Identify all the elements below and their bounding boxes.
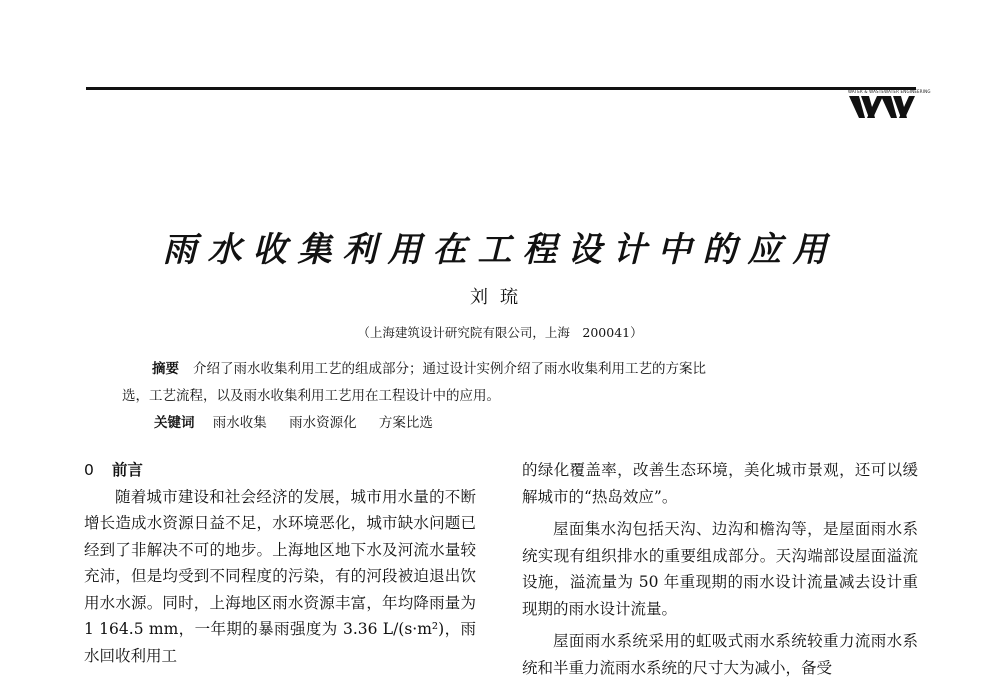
section-heading [84, 457, 476, 484]
paper-title: 雨水收集利用在工程设计中的应用 [162, 230, 838, 270]
section-number: 0 [84, 461, 94, 479]
keyword-item: 雨水收集 [212, 415, 267, 431]
left-column [84, 457, 476, 675]
body-paragraph: 屋面雨水系统采用的虹吸式雨水系统较重力流雨水系统和半重力流雨水系统的尺寸大为减小，备受 [522, 632, 918, 677]
abstract-line-1 [122, 356, 892, 383]
abstract-text-1: 介绍了雨水收集利用工艺的组成部分；通过设计实例介绍了雨水收集利用工艺的方案比 [193, 361, 706, 377]
keyword-item: 雨水资源化 [289, 415, 357, 431]
body-paragraph: 随着城市建设和社会经济的发展，城市用水量的不断增长造成水资源日益不足，水环境恶化，城市缺水问题已经到了非解决不可的地步。上海地区地下水及河流水量较充沛，但是均受到不同程度的污染，有的河段被迫退出饮用水水源。同时，上海地区雨水资源丰富，年均降雨量为 1 164.5 mm，一年期的暴雨强度为 3.36 L/(s·m²)，雨水回收利用工 [84, 487, 476, 665]
keywords-label: 关键词 [154, 415, 195, 431]
author-name: 刘琉 [470, 287, 530, 308]
abstract-line-2: 选，工艺流程，以及雨水收集利用工艺用在工程设计中的应用。 [122, 388, 500, 404]
keywords-line [122, 410, 892, 437]
header-rule [86, 87, 916, 90]
section-title: 前言 [111, 461, 143, 479]
author-affiliation: （上海建筑设计研究院有限公司，上海 200041） [357, 325, 643, 340]
abstract-label: 摘要 [152, 361, 179, 377]
abstract-block [122, 356, 892, 437]
journal-logo-icon [845, 89, 931, 124]
keyword-item: 方案比选 [378, 415, 433, 431]
journal-logo-text: WATER & WASTEWATER ENGINEERING [848, 89, 931, 94]
body-paragraph: 屋面集水沟包括天沟、边沟和檐沟等，是屋面雨水系统实现有组织排水的重要组成部分。天沟端部设屋面溢流设施，溢流量为 50 年重现期的雨水设计流量减去设计重现期的雨水设计流量。 [522, 520, 918, 618]
body-paragraph-continued: 的绿化覆盖率，改善生态环境，美化城市景观，还可以缓解城市的“热岛效应”。 [522, 461, 918, 506]
